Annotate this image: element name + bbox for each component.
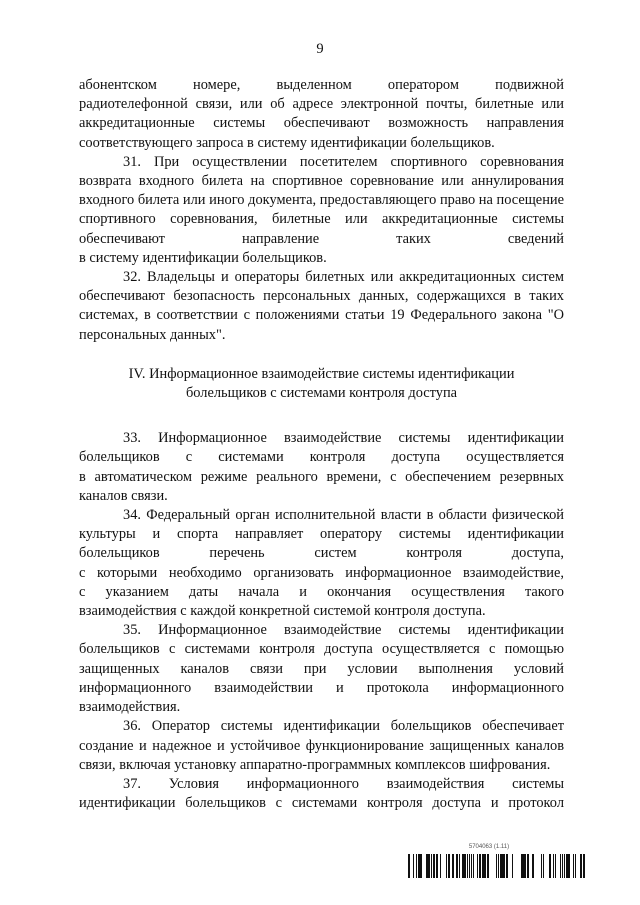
paragraph-continuation: радиотелефонной связи, или об адресе электронной почты, билетные или аккредитационные системы обеспечивают возможность направления соответствующего запроса в систему идентификации болельщиков. [79, 96, 564, 151]
paragraph-34: 34. Федеральный орган исполнительной власти в области физической культуры и спорта направляет оператору системы идентификации болельщиков перечень систем контроля доступа, [79, 507, 564, 562]
paragraph-34-mid2: с указанием даты начала и окончания осуществления такого [79, 583, 564, 600]
document-body [79, 76, 564, 813]
paragraph-36: 36. Оператор системы идентификации болельщиков обеспечивает создание и надежное и устойчивое функционирование защищенных каналов связи, включая установку аппаратно-программных комплексов шифрования. [79, 718, 564, 773]
document-footer [406, 843, 586, 878]
paragraph-continuation-line: абонентском номере, выделенном оператором подвижной [79, 77, 564, 93]
paragraph-31: 31. При осуществлении посетителем спортивного соревнования возврата входного билета на спортивное соревнование или аннулирования входного билета или иного документа, предоставляющего право на посещение спортивного соревнования, билетные или аккредитационные системы обеспечивают направление таких сведений [79, 153, 564, 247]
page-number: 9 [316, 41, 324, 57]
section-heading-line-2: болельщиков с системами контроля доступа [185, 385, 458, 402]
paragraph-37: 37. Условия информационного взаимодействия системы идентификации болельщиков с системами контроля доступа и протокол [79, 775, 564, 812]
paragraph-31-tail: в систему идентификации болельщиков. [79, 249, 327, 266]
paragraph-34-rest: взаимодействия с каждой конкретной системой контроля доступа. [79, 603, 486, 620]
paragraph-35: 35. Информационное взаимодействие системы идентификации болельщиков с системами контроля доступа осуществляется с помощью защищенных каналов связи при условии выполнения условий информационного взаимодействии и протокола информационного взаимодействия. [79, 622, 564, 716]
section-heading [79, 365, 564, 403]
barcode-icon [406, 854, 586, 878]
section-heading-line-1: IV. Информационное взаимодействие системы идентификации [128, 365, 515, 382]
paragraph-33-rest: в автоматическом режиме реального времени, с обеспечением резервных каналов связи. [79, 468, 564, 504]
paragraph-34-mid: с которыми необходимо организовать информационное взаимодействие, [79, 564, 564, 581]
barcode-label: 5704063 (1.11) [468, 844, 510, 850]
paragraph-32: 32. Владельцы и операторы билетных или аккредитационных систем обеспечивают безопасность персональных данных, содержащихся в таких системах, в соответствии с положениями статьи 19 Федерального закона "О персональных данных". [79, 269, 564, 343]
paragraph-33: 33. Информационное взаимодействие системы идентификации болельщиков с системами контроля доступа осуществляется [79, 430, 564, 466]
